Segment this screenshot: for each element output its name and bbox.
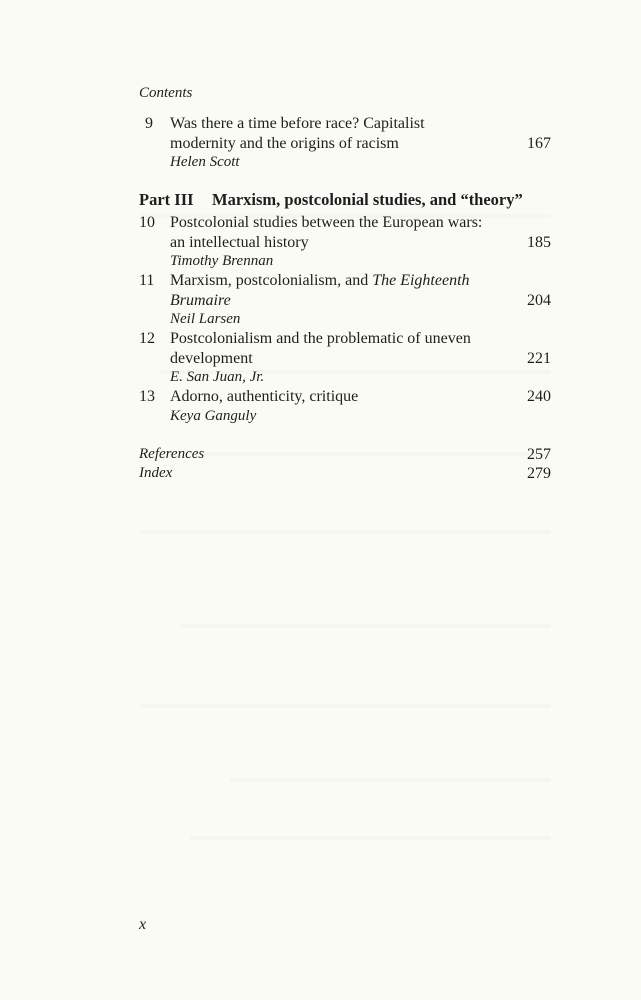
chapter-author: Neil Larsen	[170, 311, 241, 327]
chapter-author: Helen Scott	[170, 154, 240, 170]
chapter-title-line: Postcolonialism and the problematic of uneven	[170, 330, 471, 347]
backmatter-title: Index	[139, 465, 173, 481]
show-through	[140, 704, 551, 708]
page-number: 279	[527, 465, 551, 482]
chapter-number: 12	[139, 330, 155, 347]
chapter-author: Keya Ganguly	[170, 407, 257, 424]
chapter-title-line: development	[170, 349, 253, 367]
toc-references[interactable]	[139, 445, 551, 465]
toc-entry-9[interactable]	[139, 114, 551, 173]
chapter-author: Timothy Brennan	[170, 253, 274, 269]
page-number: 221	[527, 349, 551, 367]
page-number: 240	[527, 388, 551, 405]
page-number: 185	[527, 233, 551, 251]
chapter-title-line: Postcolonial studies between the European wars:	[170, 214, 483, 231]
chapter-title-line	[170, 271, 503, 291]
chapter-title-line: an intellectual history	[170, 233, 309, 251]
chapter-number: 9	[145, 115, 153, 132]
folio: x	[139, 916, 147, 933]
show-through	[190, 836, 551, 840]
toc-entry-10[interactable]	[139, 213, 551, 272]
chapter-number: 10	[139, 214, 155, 231]
toc-index[interactable]	[139, 464, 551, 484]
chapter-title-text: Marxism, postcolonialism, and	[170, 272, 369, 289]
part-label: Part III	[139, 190, 194, 209]
chapter-title-line: Was there a time before race? Capitalist	[170, 115, 425, 132]
page-number: 204	[527, 291, 551, 309]
chapter-number: 13	[139, 388, 155, 405]
chapter-title-line: Brumaire	[170, 291, 231, 309]
toc-entry-13[interactable]	[139, 387, 551, 426]
running-head: Contents	[139, 85, 193, 101]
toc-entry-12[interactable]	[139, 329, 551, 388]
part-heading	[139, 190, 551, 210]
show-through	[140, 530, 551, 534]
chapter-title-italic: The Eighteenth	[372, 272, 470, 289]
toc-entry-11[interactable]	[139, 271, 551, 330]
show-through	[180, 624, 551, 628]
chapter-title-line: modernity and the origins of racism	[170, 134, 399, 152]
chapter-number: 11	[139, 272, 155, 289]
part-title: Marxism, postcolonial studies, and “theory”	[212, 190, 523, 209]
show-through	[230, 778, 551, 782]
page-number: 167	[527, 134, 551, 152]
chapter-author: E. San Juan, Jr.	[170, 369, 265, 385]
backmatter-title: References	[139, 446, 205, 462]
page-number: 257	[527, 446, 551, 463]
chapter-title-line: Adorno, authenticity, critique	[170, 388, 359, 405]
